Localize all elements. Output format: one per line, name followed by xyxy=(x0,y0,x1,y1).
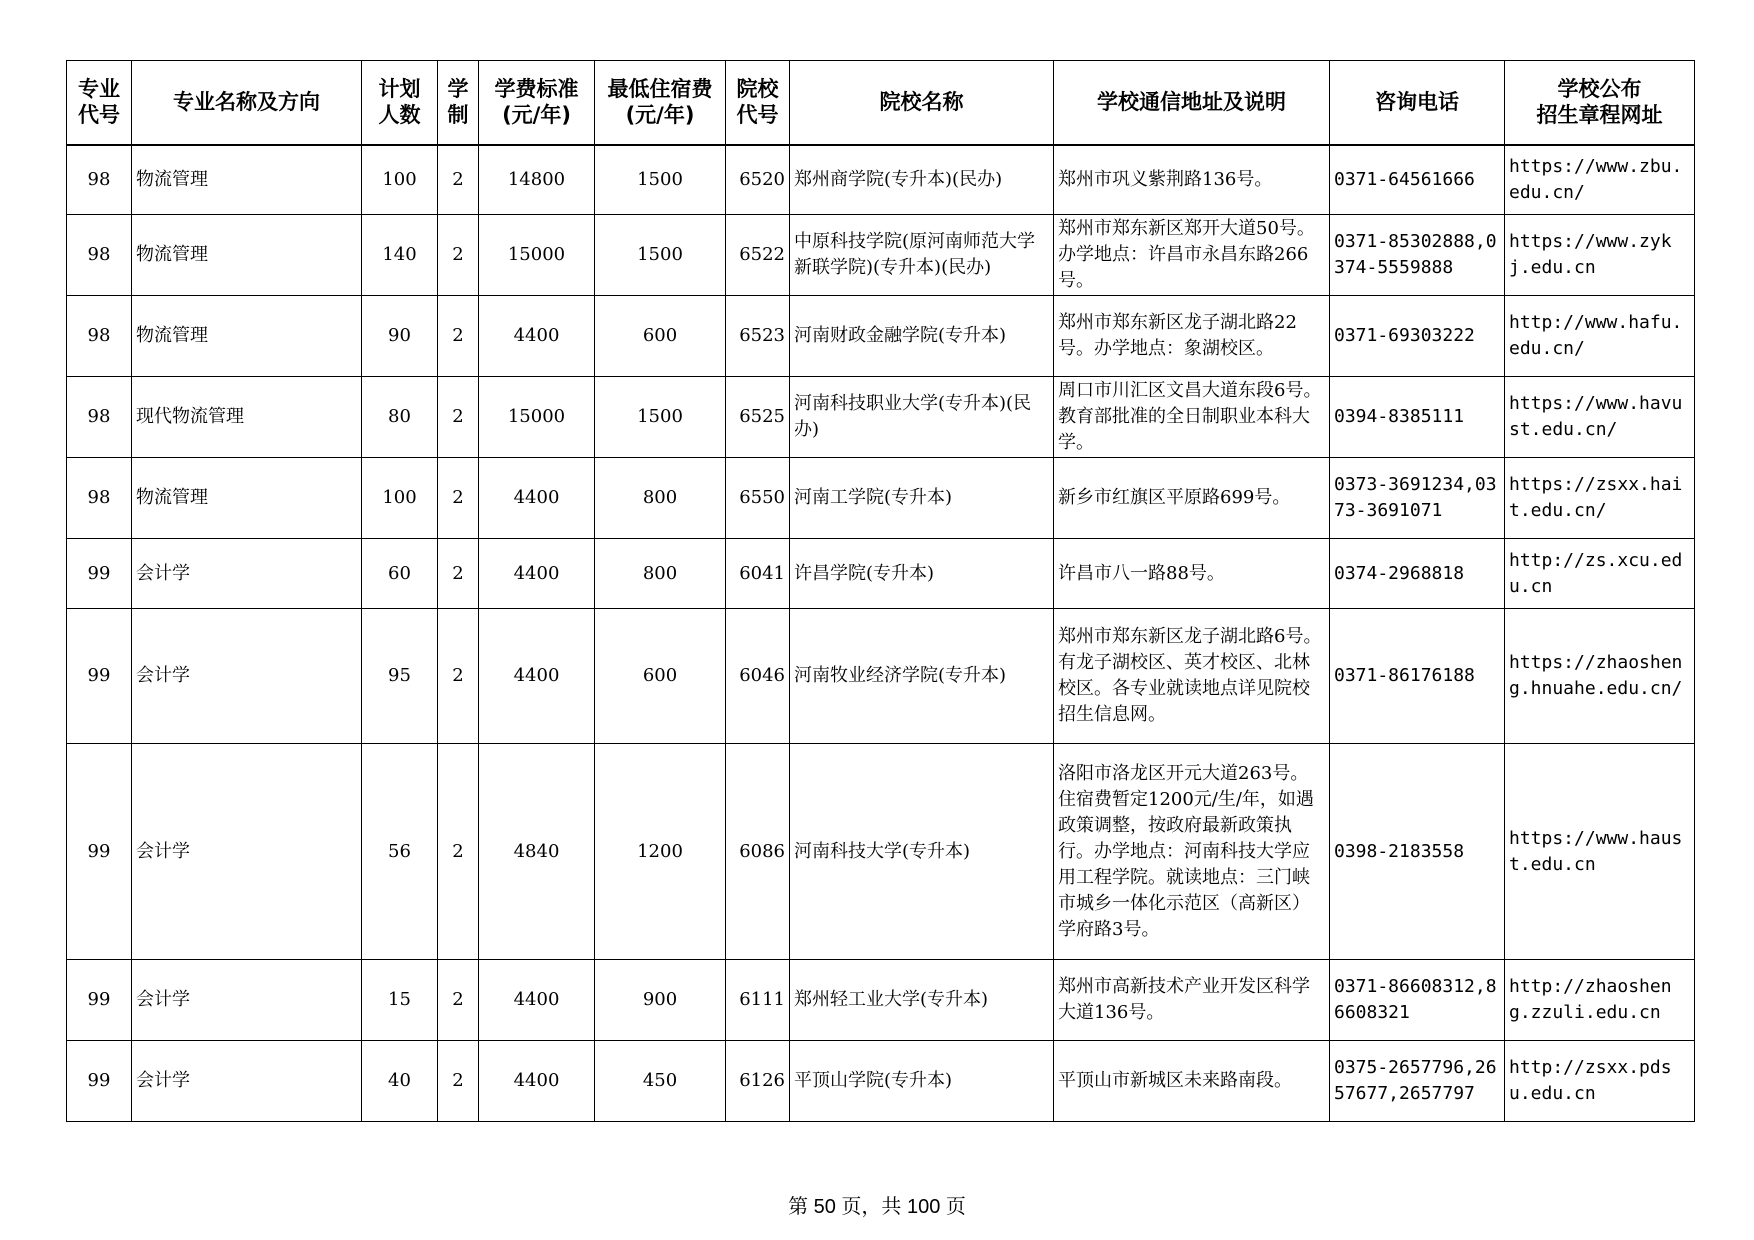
school-name: 郑州轻工业大学(专升本) xyxy=(790,960,1054,1041)
tuition: 14800 xyxy=(479,145,595,215)
table-row xyxy=(67,296,1695,377)
lodging-fee: 1500 xyxy=(595,377,726,458)
plan-count: 100 xyxy=(362,145,438,215)
plan-count: 90 xyxy=(362,296,438,377)
header-phone: 咨询电话 xyxy=(1330,61,1505,145)
phone: 0371-64561666 xyxy=(1330,145,1505,215)
plan-count: 80 xyxy=(362,377,438,458)
url-link[interactable]: https://www.havust.edu.cn/ xyxy=(1505,377,1695,458)
address: 洛阳市洛龙区开元大道263号。住宿费暂定1200元/生/年，如遇政策调整，按政府最新政策执行。办学地点：河南科技大学应用工程学院。就读地点：三门峡市城乡一体化示范区（高新区）学府路3号。 xyxy=(1054,744,1330,960)
major-name: 会计学 xyxy=(132,960,362,1041)
school-name: 郑州商学院(专升本)(民办) xyxy=(790,145,1054,215)
tuition: 15000 xyxy=(479,377,595,458)
years: 2 xyxy=(438,296,479,377)
years: 2 xyxy=(438,377,479,458)
url-link[interactable]: http://zsxx.pdsu.edu.cn xyxy=(1505,1041,1695,1122)
page-footer: 第 50 页，共 100 页 xyxy=(788,1196,966,1218)
url-link[interactable]: https://www.haust.edu.cn xyxy=(1505,744,1695,960)
plan-count: 56 xyxy=(362,744,438,960)
school-name: 河南工学院(专升本) xyxy=(790,458,1054,539)
table-row xyxy=(67,960,1695,1041)
phone: 0398-2183558 xyxy=(1330,744,1505,960)
school-name: 平顶山学院(专升本) xyxy=(790,1041,1054,1122)
header-address: 学校通信地址及说明 xyxy=(1054,61,1330,145)
tuition: 15000 xyxy=(479,215,595,296)
major-code: 99 xyxy=(67,960,132,1041)
lodging-fee: 1500 xyxy=(595,215,726,296)
table-row xyxy=(67,609,1695,744)
header-row xyxy=(67,61,1695,145)
table-row xyxy=(67,744,1695,960)
school-name: 河南科技职业大学(专升本)(民办) xyxy=(790,377,1054,458)
school-code: 6086 xyxy=(726,744,790,960)
plan-count: 140 xyxy=(362,215,438,296)
table-row xyxy=(67,215,1695,296)
table-row xyxy=(67,539,1695,609)
major-name: 会计学 xyxy=(132,609,362,744)
years: 2 xyxy=(438,1041,479,1122)
header-plan-count: 计划 人数 xyxy=(362,61,438,145)
major-code: 98 xyxy=(67,458,132,539)
address: 平顶山市新城区未来路南段。 xyxy=(1054,1041,1330,1122)
school-code: 6523 xyxy=(726,296,790,377)
phone: 0371-69303222 xyxy=(1330,296,1505,377)
major-name: 会计学 xyxy=(132,744,362,960)
tuition: 4400 xyxy=(479,960,595,1041)
school-code: 6046 xyxy=(726,609,790,744)
lodging-fee: 600 xyxy=(595,609,726,744)
major-code: 98 xyxy=(67,145,132,215)
school-code: 6126 xyxy=(726,1041,790,1122)
major-code: 99 xyxy=(67,1041,132,1122)
school-code: 6522 xyxy=(726,215,790,296)
plan-count: 60 xyxy=(362,539,438,609)
tuition: 4400 xyxy=(479,1041,595,1122)
header-major-code: 专业 代号 xyxy=(67,61,132,145)
years: 2 xyxy=(438,145,479,215)
url-link[interactable]: https://www.zykj.edu.cn xyxy=(1505,215,1695,296)
tuition: 4400 xyxy=(479,296,595,377)
school-code: 6525 xyxy=(726,377,790,458)
major-name: 会计学 xyxy=(132,1041,362,1122)
url-link[interactable]: http://zhaosheng.zzuli.edu.cn xyxy=(1505,960,1695,1041)
tuition: 4840 xyxy=(479,744,595,960)
admissions-table xyxy=(66,60,1695,1122)
header-school-name: 院校名称 xyxy=(790,61,1054,145)
school-code: 6111 xyxy=(726,960,790,1041)
address: 郑州市郑东新区龙子湖北路6号。有龙子湖校区、英才校区、北林校区。各专业就读地点详见院校招生信息网。 xyxy=(1054,609,1330,744)
phone: 0371-86176188 xyxy=(1330,609,1505,744)
address: 郑州市巩义紫荆路136号。 xyxy=(1054,145,1330,215)
major-code: 99 xyxy=(67,539,132,609)
address: 郑州市郑东新区龙子湖北路22号。办学地点：象湖校区。 xyxy=(1054,296,1330,377)
lodging-fee: 800 xyxy=(595,458,726,539)
phone: 0371-86608312,86608321 xyxy=(1330,960,1505,1041)
major-name: 物流管理 xyxy=(132,215,362,296)
header-school-code: 院校 代号 xyxy=(726,61,790,145)
major-name: 现代物流管理 xyxy=(132,377,362,458)
table-row xyxy=(67,145,1695,215)
tuition: 4400 xyxy=(479,609,595,744)
plan-count: 40 xyxy=(362,1041,438,1122)
lodging-fee: 600 xyxy=(595,296,726,377)
school-name: 中原科技学院(原河南师范大学新联学院)(专升本)(民办) xyxy=(790,215,1054,296)
header-lodging: 最低住宿费 (元/年) xyxy=(595,61,726,145)
header-tuition: 学费标准 (元/年) xyxy=(479,61,595,145)
lodging-fee: 450 xyxy=(595,1041,726,1122)
major-name: 物流管理 xyxy=(132,145,362,215)
major-name: 会计学 xyxy=(132,539,362,609)
years: 2 xyxy=(438,215,479,296)
school-code: 6520 xyxy=(726,145,790,215)
school-name: 河南财政金融学院(专升本) xyxy=(790,296,1054,377)
header-years: 学 制 xyxy=(438,61,479,145)
url-link[interactable]: https://www.zbu.edu.cn/ xyxy=(1505,145,1695,215)
url-link[interactable]: http://zs.xcu.edu.cn xyxy=(1505,539,1695,609)
major-code: 98 xyxy=(67,215,132,296)
header-url: 学校公布 招生章程网址 xyxy=(1505,61,1695,145)
url-link[interactable]: https://zsxx.hait.edu.cn/ xyxy=(1505,458,1695,539)
major-code: 98 xyxy=(67,296,132,377)
school-name: 许昌学院(专升本) xyxy=(790,539,1054,609)
major-code: 99 xyxy=(67,609,132,744)
school-name: 河南牧业经济学院(专升本) xyxy=(790,609,1054,744)
major-code: 99 xyxy=(67,744,132,960)
address: 许昌市八一路88号。 xyxy=(1054,539,1330,609)
address: 新乡市红旗区平原路699号。 xyxy=(1054,458,1330,539)
lodging-fee: 800 xyxy=(595,539,726,609)
address: 郑州市高新技术产业开发区科学大道136号。 xyxy=(1054,960,1330,1041)
plan-count: 95 xyxy=(362,609,438,744)
table-row xyxy=(67,458,1695,539)
lodging-fee: 1200 xyxy=(595,744,726,960)
school-code: 6550 xyxy=(726,458,790,539)
years: 2 xyxy=(438,609,479,744)
major-code: 98 xyxy=(67,377,132,458)
address: 郑州市郑东新区郑开大道50号。办学地点：许昌市永昌东路266号。 xyxy=(1054,215,1330,296)
url-link[interactable]: http://www.hafu.edu.cn/ xyxy=(1505,296,1695,377)
school-code: 6041 xyxy=(726,539,790,609)
lodging-fee: 1500 xyxy=(595,145,726,215)
plan-count: 100 xyxy=(362,458,438,539)
tuition: 4400 xyxy=(479,458,595,539)
phone: 0371-85302888,0374-5559888 xyxy=(1330,215,1505,296)
phone: 0373-3691234,0373-3691071 xyxy=(1330,458,1505,539)
tuition: 4400 xyxy=(479,539,595,609)
url-link[interactable]: https://zhaosheng.hnuahe.edu.cn/ xyxy=(1505,609,1695,744)
table-row xyxy=(67,1041,1695,1122)
address: 周口市川汇区文昌大道东段6号。教育部批准的全日制职业本科大学。 xyxy=(1054,377,1330,458)
phone: 0375-2657796,2657677,2657797 xyxy=(1330,1041,1505,1122)
phone: 0374-2968818 xyxy=(1330,539,1505,609)
major-name: 物流管理 xyxy=(132,458,362,539)
table-row xyxy=(67,377,1695,458)
years: 2 xyxy=(438,744,479,960)
phone: 0394-8385111 xyxy=(1330,377,1505,458)
header-major-name: 专业名称及方向 xyxy=(132,61,362,145)
years: 2 xyxy=(438,458,479,539)
lodging-fee: 900 xyxy=(595,960,726,1041)
plan-count: 15 xyxy=(362,960,438,1041)
school-name: 河南科技大学(专升本) xyxy=(790,744,1054,960)
major-name: 物流管理 xyxy=(132,296,362,377)
years: 2 xyxy=(438,960,479,1041)
years: 2 xyxy=(438,539,479,609)
